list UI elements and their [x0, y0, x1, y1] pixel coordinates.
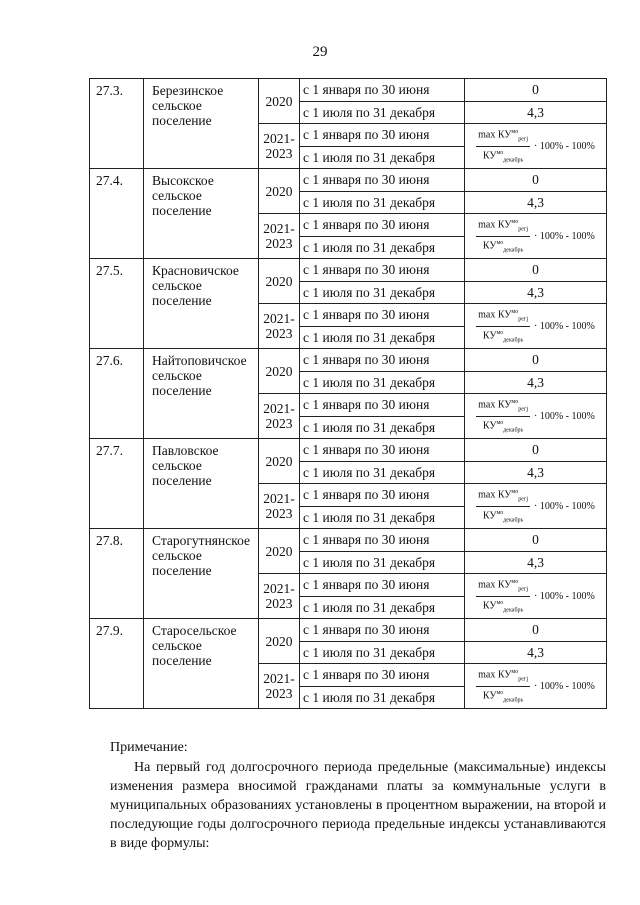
table-row: [90, 259, 607, 282]
settlement-name: Павловское сельское поселение: [144, 439, 259, 529]
index-formula-cell: [465, 664, 607, 709]
note-section: [110, 738, 606, 853]
period-cell: с 1 июля по 31 декабря: [300, 416, 465, 439]
index-formula-cell: [465, 214, 607, 259]
index-value: 4,3: [465, 281, 607, 304]
row-number: 27.3.: [90, 79, 144, 169]
period-cell: с 1 июля по 31 декабря: [300, 191, 465, 214]
period-cell: с 1 июля по 31 декабря: [300, 101, 465, 124]
year-cell: 2021-2023: [259, 124, 300, 169]
period-cell: с 1 января по 30 июня: [300, 619, 465, 642]
period-cell: с 1 января по 30 июня: [300, 664, 465, 687]
period-cell: с 1 июля по 31 декабря: [300, 596, 465, 619]
index-value: 0: [465, 529, 607, 552]
row-number: 27.8.: [90, 529, 144, 619]
year-cell: 2021-2023: [259, 214, 300, 259]
settlement-name: Старосельское сельское поселение: [144, 619, 259, 709]
index-value: 4,3: [465, 551, 607, 574]
formula: $\frac{\max КУ^{мо}_{регj}}{КУ^{мо}_{декабрь}}$ · 100% - 100%: [468, 126, 603, 166]
index-value: 4,3: [465, 101, 607, 124]
period-cell: с 1 января по 30 июня: [300, 259, 465, 282]
year-cell: 2020: [259, 169, 300, 214]
index-formula-cell: [465, 124, 607, 169]
row-number: 27.6.: [90, 349, 144, 439]
index-formula-cell: [465, 304, 607, 349]
settlement-name: Березинское сельское поселение: [144, 79, 259, 169]
table-row: [90, 439, 607, 462]
index-value: 0: [465, 169, 607, 192]
row-number: 27.9.: [90, 619, 144, 709]
row-number: 27.7.: [90, 439, 144, 529]
index-formula-cell: [465, 394, 607, 439]
period-cell: с 1 января по 30 июня: [300, 529, 465, 552]
row-number: 27.5.: [90, 259, 144, 349]
period-cell: с 1 июля по 31 декабря: [300, 146, 465, 169]
index-value: 0: [465, 349, 607, 372]
year-cell: 2021-2023: [259, 394, 300, 439]
page-number: 29: [312, 44, 328, 60]
period-cell: с 1 июля по 31 декабря: [300, 686, 465, 709]
period-cell: с 1 июля по 31 декабря: [300, 551, 465, 574]
year-cell: 2021-2023: [259, 304, 300, 349]
index-value: 0: [465, 439, 607, 462]
formula: $\frac{\max КУ^{мо}_{регj}}{КУ^{мо}_{декабрь}}$ · 100% - 100%: [468, 216, 603, 256]
period-cell: с 1 июля по 31 декабря: [300, 461, 465, 484]
table-row: [90, 169, 607, 192]
note-text: На первый год долгосрочного периода предельные (максимальные) индексы изменения размера вносимой гражданами платы за коммунальные услуги в муниципальных образованиях установлены в процентном выражении, на второй и последующие годы долгосрочного периода предельные индексы устанавливаются в виде формулы:: [110, 760, 606, 851]
table-row: [90, 349, 607, 372]
settlement-name: Высокское сельское поселение: [144, 169, 259, 259]
row-number: 27.4.: [90, 169, 144, 259]
year-cell: 2021-2023: [259, 484, 300, 529]
index-value: 0: [465, 79, 607, 102]
period-cell: с 1 января по 30 июня: [300, 574, 465, 597]
table-row: [90, 619, 607, 642]
period-cell: с 1 января по 30 июня: [300, 394, 465, 417]
formula: $\frac{\max КУ^{мо}_{регj}}{КУ^{мо}_{декабрь}}$ · 100% - 100%: [468, 396, 603, 436]
settlement-name: Старогутнянское сельское поселение: [144, 529, 259, 619]
period-cell: с 1 июля по 31 декабря: [300, 236, 465, 259]
index-value: 0: [465, 619, 607, 642]
year-cell: 2020: [259, 349, 300, 394]
period-cell: с 1 января по 30 июня: [300, 484, 465, 507]
formula: $\frac{\max КУ^{мо}_{регj}}{КУ^{мо}_{декабрь}}$ · 100% - 100%: [468, 486, 603, 526]
index-value: 4,3: [465, 461, 607, 484]
settlement-name: Найтоповичское сельское поселение: [144, 349, 259, 439]
year-cell: 2021-2023: [259, 664, 300, 709]
year-cell: 2020: [259, 79, 300, 124]
period-cell: с 1 января по 30 июня: [300, 169, 465, 192]
index-value: 0: [465, 259, 607, 282]
year-cell: 2020: [259, 619, 300, 664]
period-cell: с 1 июля по 31 декабря: [300, 371, 465, 394]
table-row: [90, 529, 607, 552]
period-cell: с 1 января по 30 июня: [300, 439, 465, 462]
index-value: 4,3: [465, 371, 607, 394]
formula: $\frac{\max КУ^{мо}_{регj}}{КУ^{мо}_{декабрь}}$ · 100% - 100%: [468, 666, 603, 706]
note-title: Примечание:: [110, 740, 188, 755]
period-cell: с 1 июля по 31 декабря: [300, 641, 465, 664]
formula: $\frac{\max КУ^{мо}_{регj}}{КУ^{мо}_{декабрь}}$ · 100% - 100%: [468, 576, 603, 616]
period-cell: с 1 июля по 31 декабря: [300, 281, 465, 304]
table-row: [90, 79, 607, 102]
tariff-index-table: [89, 78, 607, 709]
period-cell: с 1 января по 30 июня: [300, 79, 465, 102]
period-cell: с 1 января по 30 июня: [300, 214, 465, 237]
period-cell: с 1 января по 30 июня: [300, 304, 465, 327]
year-cell: 2020: [259, 529, 300, 574]
index-value: 4,3: [465, 641, 607, 664]
year-cell: 2021-2023: [259, 574, 300, 619]
period-cell: с 1 июля по 31 декабря: [300, 506, 465, 529]
index-formula-cell: [465, 574, 607, 619]
formula: $\frac{\max КУ^{мо}_{регj}}{КУ^{мо}_{декабрь}}$ · 100% - 100%: [468, 306, 603, 346]
year-cell: 2020: [259, 439, 300, 484]
period-cell: с 1 января по 30 июня: [300, 349, 465, 372]
period-cell: с 1 января по 30 июня: [300, 124, 465, 147]
index-formula-cell: [465, 484, 607, 529]
index-value: 4,3: [465, 191, 607, 214]
settlement-name: Красновичское сельское поселение: [144, 259, 259, 349]
year-cell: 2020: [259, 259, 300, 304]
period-cell: с 1 июля по 31 декабря: [300, 326, 465, 349]
